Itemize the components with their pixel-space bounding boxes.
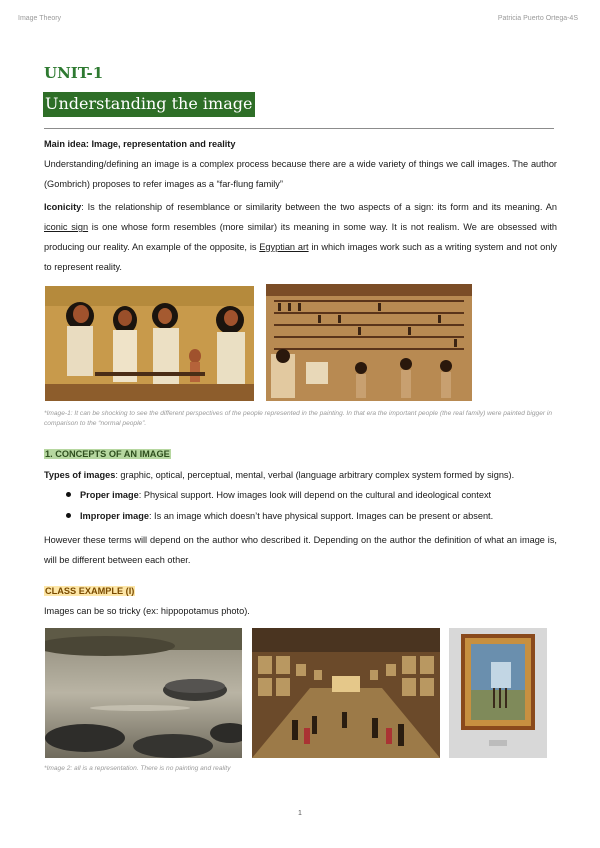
main-idea-label: Main idea: [44, 139, 89, 149]
iconicity-text-3: in which images work such as a writing system and not only to represent reality. [44, 242, 558, 272]
bullet-label: Improper image [80, 511, 149, 521]
river-rocks-photo [45, 628, 242, 758]
tricky-paragraph: Images can be so tricky (ex: hippopotamus photo). [44, 606, 250, 616]
list-item [66, 485, 491, 505]
types-text: : graphic, optical, perceptual, mental, verbal (language arbitrary complex system formed by signs). [115, 470, 515, 480]
iconicity-paragraph [44, 197, 557, 277]
section-1-label: 1. CONCEPTS OF AN IMAGE [45, 449, 170, 459]
bullet-label: Proper image [80, 490, 139, 500]
bullet-text: : Physical support. How images look will depend on the cultural and ideological context [138, 490, 492, 500]
main-idea-text: Image, representation and reality [88, 139, 236, 149]
class-example-label: CLASS EXAMPLE (I) [45, 586, 135, 596]
header-course: Image Theory [18, 15, 62, 22]
iconicity-label: Iconicity [44, 202, 82, 212]
page-title: Understanding the image [43, 92, 255, 117]
egyptian-art-link[interactable]: Egyptian art [259, 242, 309, 252]
types-paragraph [44, 465, 557, 485]
image-2-caption: *Image 2: all is a representation. There is no painting and reality [44, 765, 231, 772]
egyptian-family-painting [45, 286, 254, 401]
framed-surreal-painting [449, 628, 547, 758]
image-1-caption: *Image-1: It can be shocking to see the different perspectives of the people represented in the painting. In that era the important people (the real family) were painted bigger in comparison to the “normal people”. [44, 410, 553, 427]
bullet-text: : Is an image which doesn’t have physical support. Images can be present or absent. [148, 511, 494, 521]
page-number: 1 [298, 810, 302, 817]
renaissance-gallery-painting [252, 628, 440, 758]
section-heading-concepts [44, 444, 557, 464]
main-idea [44, 134, 557, 154]
unit-label: UNIT-1 [44, 64, 104, 82]
bullet-icon [66, 492, 71, 497]
header-author: Patricia Puerto Ortega-4S [497, 15, 578, 22]
iconic-sign-link[interactable]: iconic sign [44, 222, 89, 232]
intro-paragraph: Understanding/defining an image is a complex process because there are a wide variety of things we call images. The author (Gombrich) proposes to refer images as a “far-flung family” [44, 159, 557, 189]
iconicity-text-1: : Is the relationship of resemblance or similarity between the two aspects of a sign: its form and its meaning. An [81, 202, 557, 212]
types-label: Types of images [44, 470, 116, 480]
iconicity-text-2: is one whose form resembles (more similar) its meaning in some way. It is not realism. We are obsessed with producing our reality. An example of the opposite, is [44, 222, 557, 252]
class-example-heading [44, 581, 557, 601]
list-item [66, 506, 493, 526]
however-paragraph: However these terms will depend on the author who described it. Depending on the author the definition of what an image is, will be different between each other. [44, 535, 557, 565]
bullet-icon [66, 513, 71, 518]
egyptian-hieroglyph-papyrus [266, 284, 472, 401]
title-divider [44, 128, 554, 129]
